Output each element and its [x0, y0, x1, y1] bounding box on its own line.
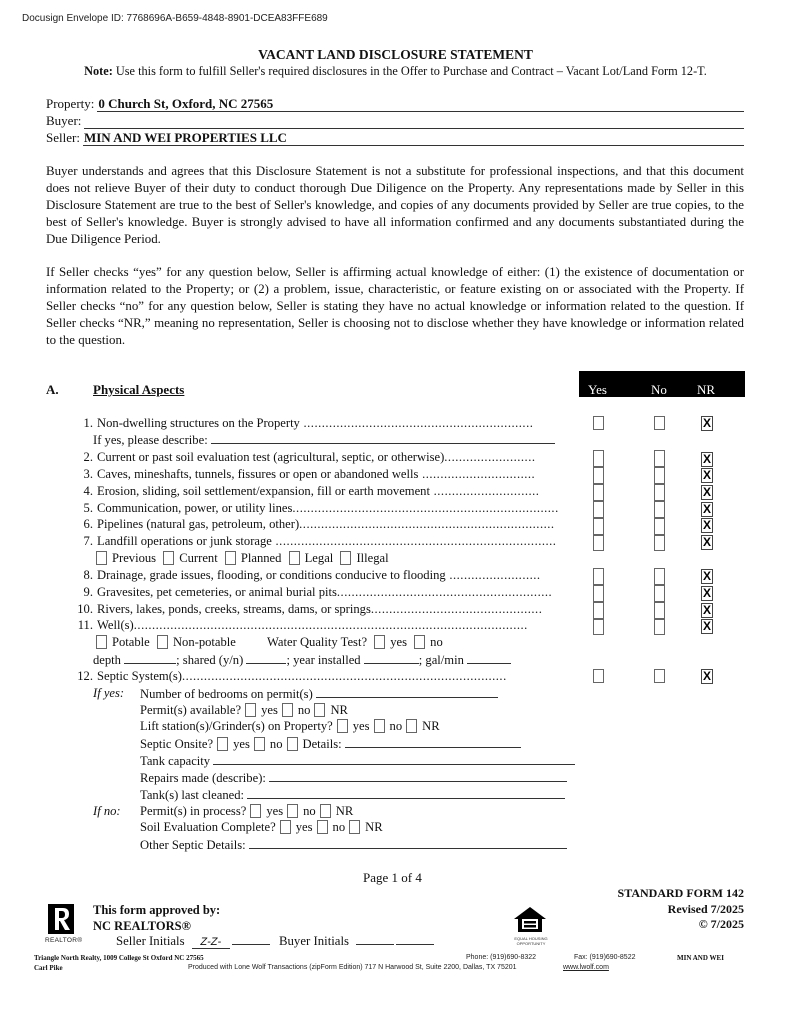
form-id-block — [618, 886, 744, 933]
q11-well-type-row: Potable Non-potable Water Quality Test? yes no — [92, 634, 443, 651]
seller-input[interactable]: MIN AND WEI PROPERTIES LLC — [83, 130, 744, 146]
q12-last-cleaned-input[interactable] — [247, 786, 565, 799]
q12-permits-available-yes-checkbox[interactable] — [245, 703, 256, 717]
q3-nr-checkbox[interactable]: X — [702, 468, 711, 482]
q1-yes-checkbox[interactable] — [593, 416, 604, 430]
q7-options-row: Previous Current Planned Legal Illegal — [92, 550, 389, 567]
property-label: Property: — [46, 96, 95, 111]
note-text: Use this form to fulfill Seller's required disclosures in the Offer to Purchase and Contract – Vacant Lot/Land Form 12-T. — [112, 64, 707, 78]
q12-bedrooms-row: Number of bedrooms on permit(s) — [140, 685, 498, 703]
question-7: 7. Landfill operations or junk storage ............................................................................. — [83, 534, 557, 548]
question-5: 5. Communication, power, or utility lines......................................................................... — [83, 501, 559, 515]
seller-label: Seller: — [46, 130, 80, 145]
q11-nr-checkbox[interactable]: X — [702, 619, 711, 633]
realtor-logo-text: REALTOR® — [45, 937, 83, 944]
buyer-initials-input-1[interactable] — [356, 932, 394, 945]
q10-no-checkbox[interactable] — [654, 602, 665, 619]
q4-yes-checkbox[interactable] — [593, 484, 604, 501]
q11-non-potable-checkbox[interactable] — [157, 635, 168, 649]
q7-current-checkbox[interactable] — [163, 551, 174, 565]
buyer-label: Buyer: — [46, 113, 82, 128]
q7-planned-checkbox[interactable] — [225, 551, 236, 565]
nc-realtors: NC REALTORS® — [93, 919, 191, 933]
approval-block — [93, 902, 220, 934]
question-8: 8. Drainage, grade issues, flooding, or conditions conducive to flooding ......................... — [83, 568, 541, 582]
q12-lift-station-row: Lift station(s)/Grinder(s) on Property? yes no NR — [140, 719, 440, 733]
q5-no-checkbox[interactable] — [654, 501, 665, 518]
realtor-logo-icon — [48, 904, 74, 934]
q12-septic-onsite-no-checkbox[interactable] — [254, 737, 265, 751]
checkbox-meaning-paragraph: If Seller checks “yes” for any question below, Seller is affirming actual knowledge of either: (1) the existence of documentation or information related to the Property; or (2) a problem, issue, characteristic, or feature existing on or associated with the Property. If Seller checks “no” for any question below, Seller is stating they have no actual knowledge or information related to the question. If Seller checks “NR,” meaning no representation, Seller is choosing not to disclose whether they have knowledge or information related to the question. — [46, 265, 744, 347]
q11-year-input[interactable] — [364, 651, 419, 664]
q11-depth-input[interactable] — [124, 651, 176, 664]
q2-nr-checkbox[interactable]: X — [702, 452, 711, 466]
q12-tank-capacity-input[interactable] — [213, 752, 575, 765]
fax: Fax: (919)690-8522 — [574, 954, 636, 961]
q3-yes-checkbox[interactable] — [593, 467, 604, 484]
q7-nr-checkbox[interactable]: X — [702, 535, 711, 549]
question-10: 10. Rivers, lakes, ponds, creeks, streams, dams, or springs............................................... — [77, 602, 543, 616]
initials-row — [116, 932, 434, 949]
q6-no-checkbox[interactable] — [654, 518, 665, 535]
q1-describe-input[interactable] — [211, 431, 555, 444]
q10-yes-checkbox[interactable] — [593, 602, 604, 619]
q8-yes-checkbox[interactable] — [593, 568, 604, 585]
website-link[interactable]: www.lwolf.com — [563, 964, 609, 971]
q9-no-checkbox[interactable] — [654, 585, 665, 602]
q11-water-test-no-checkbox[interactable] — [414, 635, 425, 649]
note-label: Note: — [84, 64, 113, 78]
seller-field — [46, 130, 744, 146]
q5-yes-checkbox[interactable] — [593, 501, 604, 518]
q12-if-yes-label: If yes: — [93, 686, 125, 700]
q12-permits-process-row: Permit(s) in process? yes no NR — [140, 804, 354, 818]
q6-nr-checkbox[interactable]: X — [702, 518, 711, 532]
q12-soil-eval-no-checkbox[interactable] — [317, 820, 328, 834]
question-9: 9. Gravesites, pet cemeteries, or animal burial pits........................................................... — [83, 585, 553, 599]
question-6: 6. Pipelines (natural gas, petroleum, other)...................................................................... — [83, 517, 555, 531]
q12-last-cleaned-row: Tank(s) last cleaned: — [140, 786, 565, 804]
q11-no-checkbox[interactable] — [654, 619, 665, 635]
q2-no-checkbox[interactable] — [654, 450, 665, 467]
buyer-initials-label: Buyer Initials — [279, 934, 350, 948]
column-yes: Yes — [588, 382, 607, 397]
q12-nr-checkbox[interactable]: X — [702, 669, 711, 683]
q7-no-checkbox[interactable] — [654, 535, 665, 551]
q7-legal-checkbox[interactable] — [289, 551, 300, 565]
approved-by: This form approved by: — [93, 903, 221, 917]
q11-yes-checkbox[interactable] — [593, 619, 604, 635]
q12-permits-process-nr-checkbox[interactable] — [320, 804, 331, 818]
q12-other-details-row: Other Septic Details: — [140, 836, 567, 854]
q12-yes-checkbox[interactable] — [593, 669, 604, 683]
seller-initials-input-2[interactable] — [232, 932, 270, 945]
q12-lift-station-no-checkbox[interactable] — [374, 719, 385, 733]
q12-lift-station-nr-checkbox[interactable] — [406, 719, 417, 733]
q11-galmin-input[interactable] — [467, 651, 511, 664]
column-no: No — [651, 382, 667, 397]
q12-other-details-input[interactable] — [249, 836, 567, 849]
q11-well-details-row: depth ; shared (y/n) ; year installed ; gal/min — [93, 651, 511, 669]
q12-soil-eval-row: Soil Evaluation Complete? yes no NR — [140, 820, 383, 834]
q6-yes-checkbox[interactable] — [593, 518, 604, 535]
q7-illegal-checkbox[interactable] — [340, 551, 351, 565]
q3-no-checkbox[interactable] — [654, 467, 665, 484]
property-field — [46, 96, 744, 112]
buyer-initials-input-2[interactable] — [396, 932, 434, 945]
equal-housing-icon — [510, 905, 550, 935]
answer-column-header — [579, 371, 745, 397]
q5-nr-checkbox[interactable]: X — [702, 502, 711, 516]
q7-yes-checkbox[interactable] — [593, 535, 604, 551]
q12-repairs-input[interactable] — [269, 769, 567, 782]
q12-septic-onsite-nr-checkbox[interactable] — [287, 737, 298, 751]
q11-potable-checkbox[interactable] — [96, 635, 107, 649]
column-nr: NR — [697, 382, 716, 397]
copyright: © 7/2025 — [698, 917, 744, 931]
q1-no-checkbox[interactable] — [654, 416, 665, 430]
q1-nr-checkbox[interactable]: X — [702, 416, 711, 430]
q8-no-checkbox[interactable] — [654, 568, 665, 585]
q12-permits-available-nr-checkbox[interactable] — [314, 703, 325, 717]
q2-yes-checkbox[interactable] — [593, 450, 604, 467]
q12-septic-onsite-yes-checkbox[interactable] — [217, 737, 228, 751]
q12-if-no-label: If no: — [93, 804, 121, 818]
q9-yes-checkbox[interactable] — [593, 585, 604, 602]
form-note — [0, 64, 791, 79]
page-number: Page 1 of 4 — [363, 870, 422, 885]
standard-form-number: STANDARD FORM 142 — [617, 886, 744, 900]
q4-nr-checkbox[interactable]: X — [702, 485, 711, 499]
buyer-input[interactable] — [84, 113, 744, 129]
seller-initials-input-1[interactable]: Z-Z- — [192, 936, 230, 949]
question-12: 12. Septic System(s)......................................................................................... — [77, 669, 507, 683]
agent-name: Carl Pike — [34, 964, 63, 972]
q7-previous-checkbox[interactable] — [96, 551, 107, 565]
question-2: 2. Current or past soil evaluation test (agricultural, septic, or otherwise)......................... — [83, 450, 536, 464]
q1-describe-label: If yes, please describe: — [93, 433, 208, 447]
page-title: VACANT LAND DISCLOSURE STATEMENT — [258, 47, 533, 62]
section-letter: A. — [46, 382, 59, 397]
q12-permits-available-no-checkbox[interactable] — [282, 703, 293, 717]
q8-nr-checkbox[interactable]: X — [702, 569, 711, 583]
question-11: 11. Well(s)............................................................................................................ — [77, 618, 528, 632]
file-name: MIN AND WEI — [677, 954, 724, 962]
q11-shared-input[interactable] — [246, 651, 286, 664]
buyer-field — [46, 113, 744, 129]
disclaimer-paragraph: Buyer understands and agrees that this Disclosure Statement is not a substitute for professional inspections, and that this document does not relieve Buyer of their duty to conduct thorough Due Diligence on the Property. Any representations made by Seller in this Disclosure Statement are true to the best of Seller's knowledge, and copies of any documents provided by Seller are true copies, to the best of Seller's knowledge. Buyer is strongly advised to have all information confirmed and any documents substantiated during the Due Diligence Period. — [46, 164, 744, 246]
q11-water-test-yes-checkbox[interactable] — [374, 635, 385, 649]
revised-date: Revised 7/2025 — [667, 901, 744, 916]
equal-housing-text: EQUAL HOUSING OPPORTUNITY — [514, 936, 548, 946]
question-3: 3. Caves, mineshafts, tunnels, fissures or open or abandoned wells ............................... — [83, 467, 536, 481]
property-input[interactable]: 0 Church St, Oxford, NC 27565 — [97, 96, 744, 112]
q12-no-checkbox[interactable] — [654, 669, 665, 683]
q12-permits-process-no-checkbox[interactable] — [287, 804, 298, 818]
q12-details-input[interactable] — [345, 735, 521, 748]
brokerage-line: Triangle North Realty, 1009 College St Oxford NC 27565 — [34, 954, 204, 962]
section-title: Physical Aspects — [93, 382, 185, 397]
q12-lift-station-yes-checkbox[interactable] — [337, 719, 348, 733]
q12-septic-onsite-row: Septic Onsite? yes no Details: — [140, 735, 521, 753]
q9-nr-checkbox[interactable]: X — [702, 586, 711, 600]
question-4: 4. Erosion, sliding, soil settlement/expansion, fill or earth movement ............................. — [83, 484, 540, 498]
produced-with: Produced with Lone Wolf Transactions (zipForm Edition) 717 N Harwood St, Suite 2200, Dallas, TX 75201 — [188, 964, 517, 971]
q4-no-checkbox[interactable] — [654, 484, 665, 501]
q12-permits-available-row: Permit(s) available? yes no NR — [140, 703, 348, 717]
q12-bedrooms-input[interactable] — [316, 685, 498, 698]
envelope-id: Docusign Envelope ID: 7768696A-B659-4848-8901-DCEA83FFE689 — [22, 13, 328, 24]
q12-repairs-row: Repairs made (describe): — [140, 769, 567, 787]
seller-initials-label: Seller Initials — [116, 934, 185, 948]
q12-permits-process-yes-checkbox[interactable] — [250, 804, 261, 818]
q12-soil-eval-yes-checkbox[interactable] — [280, 820, 291, 834]
q12-soil-eval-nr-checkbox[interactable] — [349, 820, 360, 834]
q1-describe-row — [93, 431, 555, 449]
q10-nr-checkbox[interactable]: X — [702, 603, 711, 617]
q12-tank-capacity-row: Tank capacity — [140, 752, 575, 770]
phone: Phone: (919)690-8322 — [466, 954, 537, 961]
question-1: 1. Non-dwelling structures on the Property ............................................................... — [83, 416, 534, 430]
